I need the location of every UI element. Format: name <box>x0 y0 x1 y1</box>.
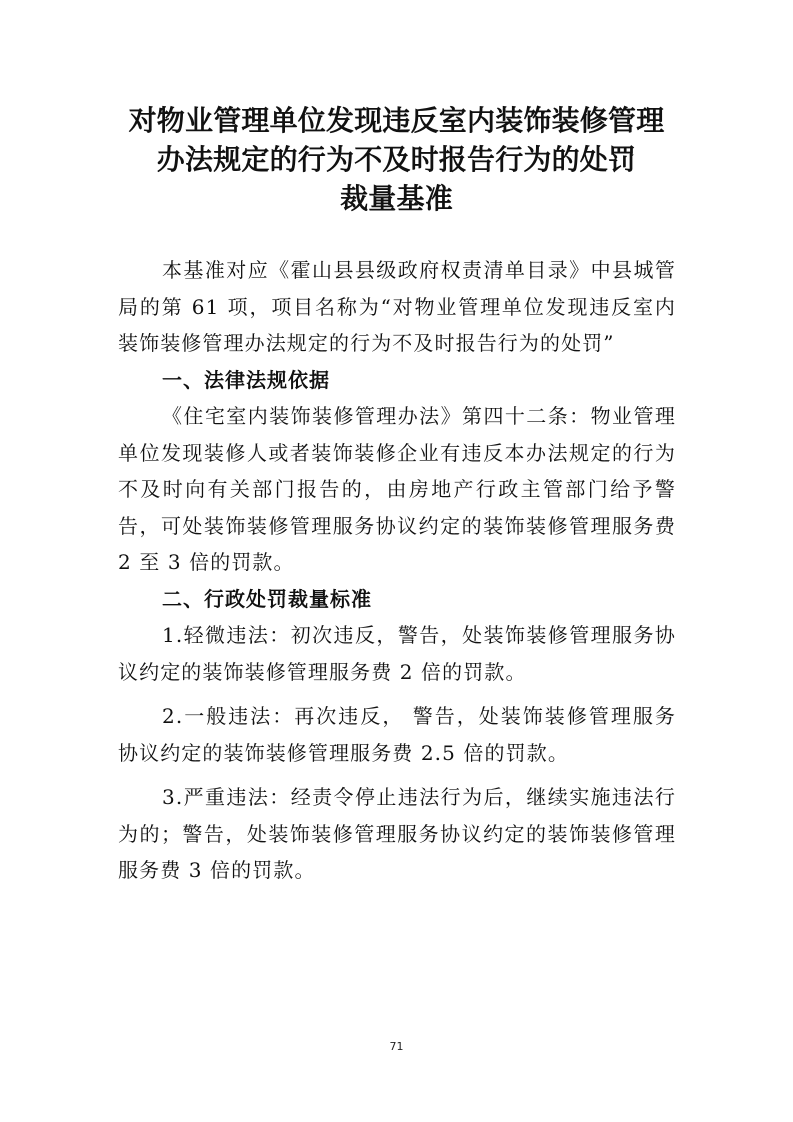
title-line-2: 办法规定的行为不及时报告行为的处罚 <box>156 143 637 176</box>
penalty-item-serious: 3.严重违法：经责令停止违法行为后，继续实施违法行为的；警告，处装饰装修管理服务协议约定的装饰装修管理服务费 3 倍的罚款。 <box>118 785 676 882</box>
document-body <box>118 252 676 889</box>
document-title <box>96 101 697 218</box>
legal-basis-paragraph: 《住宅室内装饰装修管理办法》第四十二条：物业管理单位发现装修人或者装饰装修企业有违反本办法规定的行为不及时向有关部门报告的，由房地产行政主管部门给予警告，可处装饰装修管理服务协议约定的装饰装修管理服务费 2 至 3 倍的罚款。 <box>118 404 676 574</box>
penalty-item-general: 2.一般违法：再次违反， 警告，处装饰装修管理服务协议约定的装饰装修管理服务费 2.5 倍的罚款。 <box>118 704 676 765</box>
section-heading-legal-basis: 一、法律法规依据 <box>162 367 330 392</box>
page-number: 71 <box>389 1040 404 1053</box>
section-heading-penalty-standard: 二、行政处罚裁量标准 <box>162 586 372 611</box>
penalty-item-minor: 1.轻微违法：初次违反，警告，处装饰装修管理服务协议约定的装饰装修管理服务费 2 倍的罚款。 <box>118 623 676 684</box>
title-line-3: 裁量基准 <box>340 182 453 215</box>
intro-paragraph: 本基准对应《霍山县县级政府权责清单目录》中县城管局的第 61 项，项目名称为“对物业管理单位发现违反室内装饰装修管理办法规定的行为不及时报告行为的处罚” <box>118 258 676 355</box>
title-line-1: 对物业管理单位发现违反室内装饰装修管理 <box>128 104 665 137</box>
